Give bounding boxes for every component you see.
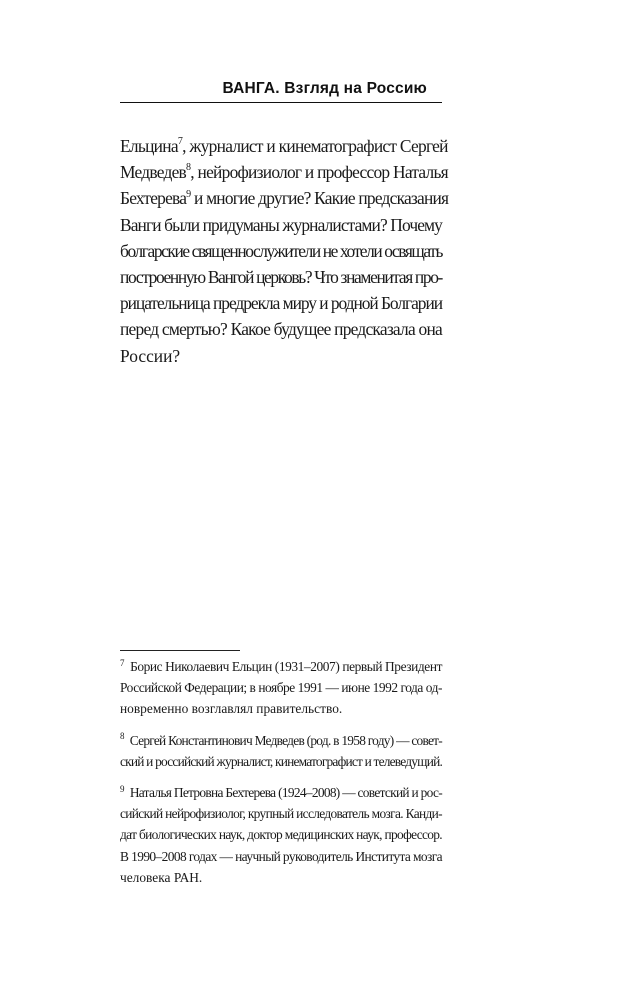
footnote-ref-7: 7	[177, 136, 183, 148]
footnote-number: 8	[120, 731, 124, 742]
footnote-line: сийский нейрофизиолог, крупный исследователь мозга. Канди-	[120, 806, 442, 822]
footnote-7	[120, 656, 442, 720]
footnote-ref-9: 9	[186, 188, 191, 200]
main-text-fragment: Бехтерева	[120, 188, 187, 209]
footnote-text: Сергей Константинович Медведев (род. в 1958 году) — совет-	[129, 732, 443, 748]
main-text-line	[120, 185, 449, 211]
footnote-line: В 1990–2008 годах — научный руководитель Института мозга	[120, 848, 442, 864]
footnote-line	[120, 782, 442, 803]
footnote-line: человека РАН.	[120, 869, 203, 885]
footnote-line	[120, 730, 442, 751]
footnote-line: Российской Федерации; в ноябре 1991 — июне 1992 года од-	[120, 680, 442, 696]
footnote-line: ский и российский журналист, кинематографист и телеведущий.	[120, 753, 442, 769]
main-text-line: перед смертью? Какое будущее предсказала она	[120, 319, 442, 340]
main-text-line: России?	[120, 345, 181, 366]
footnote-text: Борис Николаевич Ельцин (1931–2007) первый Президент	[130, 659, 442, 674]
main-text-fragment: , журналист и кинематографист Сергей	[182, 136, 448, 156]
main-text-fragment: Ельцина	[120, 136, 178, 156]
footnote-number: 7	[120, 657, 125, 668]
footnote-9	[120, 782, 442, 888]
footnotes	[120, 656, 442, 898]
running-head-rule	[120, 102, 442, 103]
main-text-fragment: , нейрофизиолог и профессор Наталья	[190, 162, 448, 183]
main-text-line	[120, 133, 448, 159]
footnote-text: Наталья Петровна Бехтерева (1924–2008) — советский и рос-	[129, 785, 442, 801]
footnote-separator	[120, 650, 240, 651]
running-head: ВАНГА. Взгляд на Россию	[222, 80, 427, 97]
footnote-ref-8: 8	[186, 162, 191, 174]
main-text-line: болгарские священнослужители не хотели освящать	[120, 240, 442, 261]
main-text-line	[120, 159, 448, 185]
main-text-fragment: и многие другие? Какие предсказания	[190, 188, 449, 209]
main-text	[120, 133, 449, 369]
main-text-line: Ванги были придуманы журналистами? Почему	[120, 214, 442, 235]
footnote-number: 9	[120, 783, 124, 794]
footnote-line: новременно возглавлял правительство.	[120, 701, 343, 717]
main-text-line: рицательница предрекла миру и родной Болгарии	[120, 293, 442, 314]
footnote-line: дат биологических наук, доктор медицинских наук, профессор.	[120, 827, 442, 843]
main-text-fragment: Медведев	[120, 162, 187, 183]
footnote-line	[120, 656, 442, 677]
main-text-line: построенную Вангой церковь? Что знаменитая про-	[120, 267, 442, 288]
footnote-8	[120, 730, 442, 772]
